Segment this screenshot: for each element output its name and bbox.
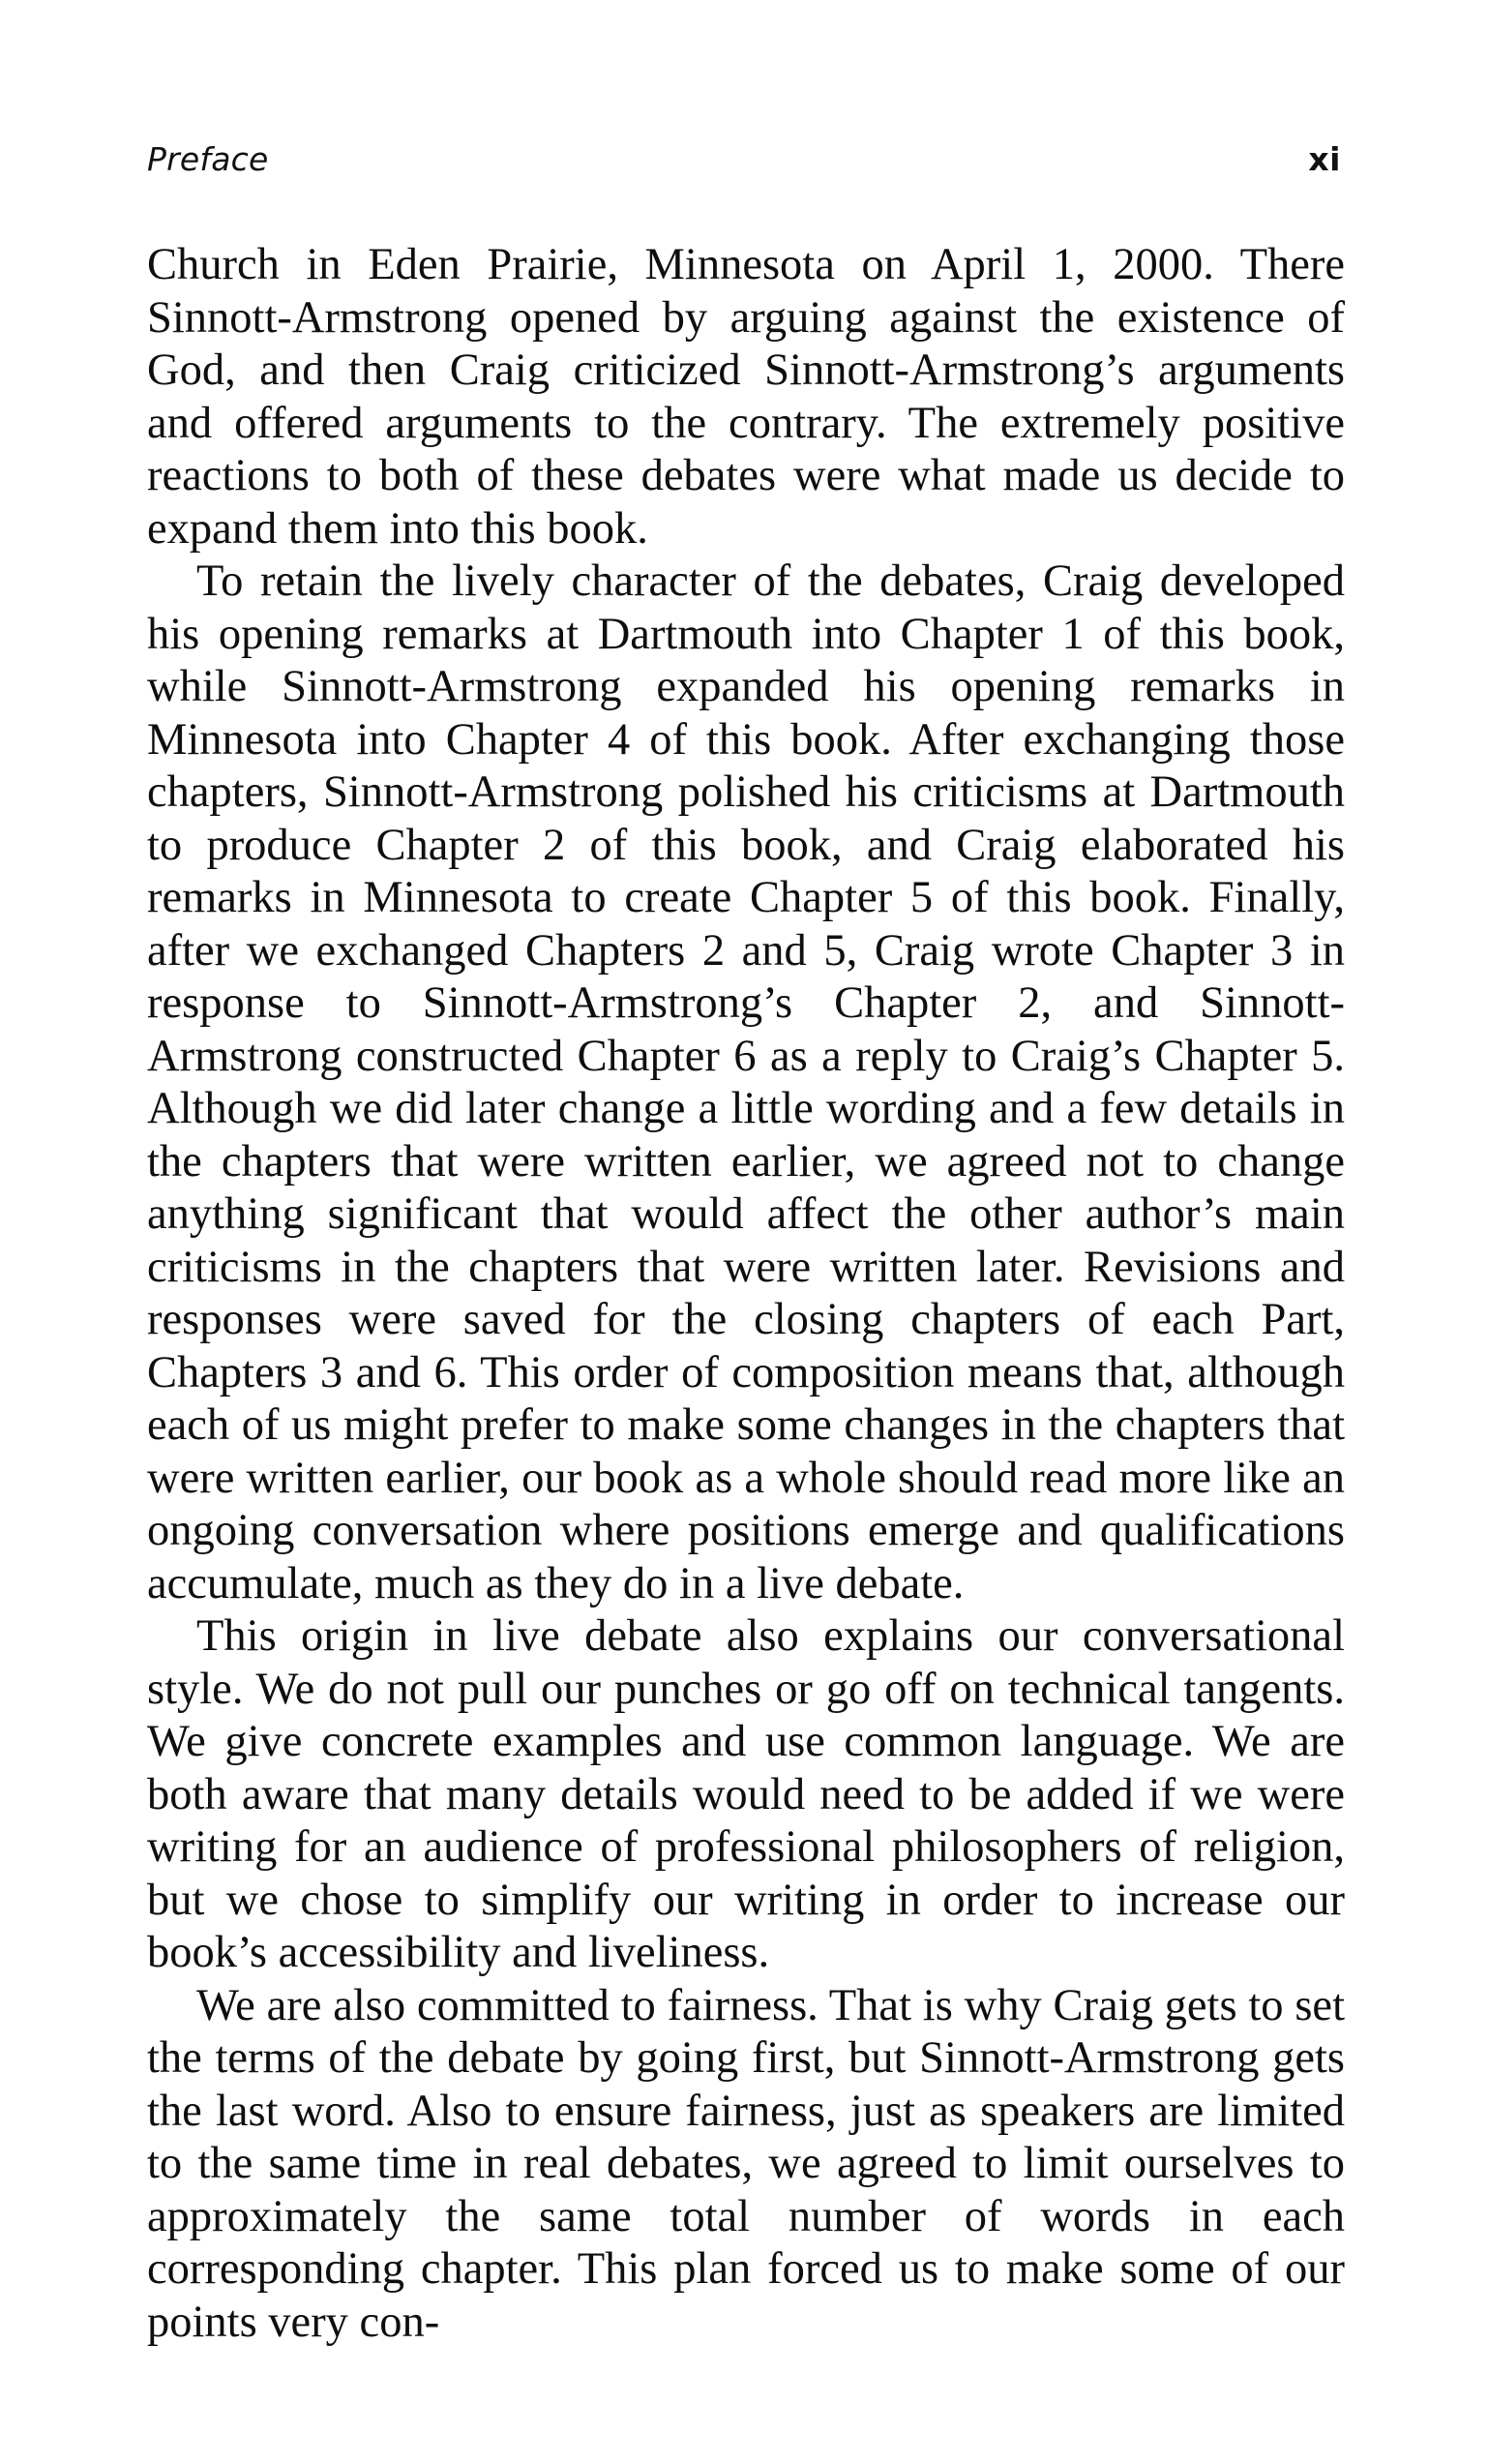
paragraph: This origin in live debate also explains our conversational style. We do not pull our punches or go off on technical tangents. We give concrete examples and use common language. We are both aware that many details would need to be added if we were writing for an audience of professional philosophers of religion, but we chose to simplify our writing in order to increase our book’s accessibility and liveliness. <box>147 1611 1345 1977</box>
body-text <box>147 239 1345 2349</box>
running-header <box>147 140 1341 193</box>
paragraph: We are also committed to fairness. That is why Craig gets to set the terms of the debate by going first, but Sinnott-Armstrong gets the last word. Also to ensure fairness, just as speakers are limited to the same time in real debates, we agreed to limit ourselves to approximately the same total number of words in each corresponding chapter. This plan forced us to make some of our points very con- <box>147 1980 1345 2347</box>
paragraph: To retain the lively character of the debates, Craig developed his opening remarks at Dartmouth into Chapter 1 of this book, while Sinnott-Armstrong expanded his opening remarks in Minnesota into Chapter 4 of this book. After exchanging those chapters, Sinnott-Armstrong polished his criticisms at Dartmouth to produce Chapter 2 of this book, and Craig elaborated his remarks in Minnesota to create Chapter 5 of this book. Finally, after we exchanged Chapters 2 and 5, Craig wrote Chapter 3 in response to Sinnott-Armstrong’s Chapter 2, and Sinnott-Armstrong constructed Chapter 6 as a reply to Craig’s Chapter 5. Although we did later change a little wording and a few details in the chapters that were written earlier, we agreed not to change anything significant that would affect the other author’s main criticisms in the chapters that were written later. Revisions and responses were saved for the closing chapters of each Part, Chapters 3 and 6. This order of composition means that, although each of us might prefer to make some changes in the chapters that were written earlier, our book as a whole should read more like an ongoing conversation where positions emerge and qualifications accumulate, much as they do in a live debate. <box>147 556 1345 1608</box>
page-number: xi <box>1308 140 1341 178</box>
paragraph-continued: Church in Eden Prairie, Minnesota on April 1, 2000. There Sinnott-Armstrong opened by arguing against the existence of God, and then Craig criticized Sinnott-Armstrong’s arguments and offered arguments to the contrary. The extremely positive reactions to both of these debates were what made us decide to expand them into this book. <box>147 240 1345 554</box>
running-title: Preface <box>147 140 269 178</box>
